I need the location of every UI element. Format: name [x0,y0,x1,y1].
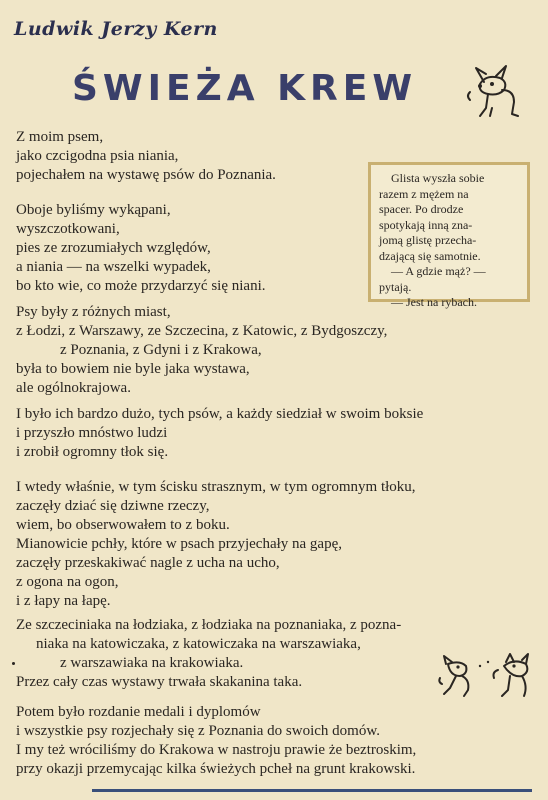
poem-line: i zrobił ogromny tłok się. [16,444,169,460]
poem-line: przy okazji przemycając kilka świeżych pcheł na grunt krakowski. [16,761,416,777]
poem-line: Oboje byliśmy wykąpani, [16,202,171,218]
poem-line: z ogona na ogon, [16,574,119,590]
stanza-5 [16,478,416,611]
box-line: — Jest na rybach. [391,295,477,309]
sidebar-joke-box [368,162,530,309]
box-line: pytają. [379,279,412,294]
box-line: jomą glistę przecha- [379,233,477,247]
poem-line: zaczęły dziać się dziwne rzeczy, [16,498,210,514]
poem-line: ale ogólnokrajowa. [16,380,131,396]
poem-line: Potem było rozdanie medali i dyplomów [16,704,261,720]
poem-line: i z łapy na łapę. [16,593,111,609]
poem-line: Ze szczeciniaka na łodziaka, z łodziaka na poznaniaka, z pozna- [16,617,402,633]
stanza-2 [16,201,266,296]
box-line: razem z mężem na [379,186,469,201]
box-line: Glista wyszła sobie [391,171,485,185]
stanza-7 [16,703,416,779]
poem-line: jako czcigodna psia niania, [16,148,179,164]
poem-line: zaczęły przeskakiwać nagle z ucha na ucho, [16,555,280,571]
poem-line: niaka na katowiczaka, z katowiczaka na warszawiaka, [36,636,361,652]
stanza-1 [16,128,276,185]
stanza-6 [16,616,401,692]
stanza-4 [16,405,423,462]
box-line: dzającą się samotnie. [379,248,481,263]
poem-line: bo kto wie, co może przydarzyć się niani. [16,278,266,294]
poem-line: i przyszło mnóstwo ludzi [16,425,168,441]
poem-line: pies ze zrozumiałych względów, [16,240,211,256]
poem-title: ŚWIEŻA KREW [72,68,418,109]
poem-line: I wtedy właśnie, w tym ścisku strasznym, w tym ogromnym tłoku, [16,479,416,495]
poem-line: I my też wróciliśmy do Krakowa w nastroju prawie że beztroskim, [16,742,417,758]
poem-line: Przez cały czas wystawy trwała skakanina taka. [16,674,303,690]
print-speck [12,662,15,665]
box-line: — A gdzie mąż? — [391,264,486,278]
poem-line: Mianowicie pchły, które w psach przyjechały na gapę, [16,536,342,552]
stanza-3 [16,303,387,398]
box-line: spotykają inną zna- [379,217,473,232]
poem-line: z Poznania, z Gdyni i z Krakowa, [60,342,262,358]
poem-line: a niania — na wszelki wypadek, [16,259,211,275]
poem-line: I było ich bardzo dużo, tych psów, a każdy siedział w swoim boksie [16,406,424,422]
poem-line: pojechałem na wystawę psów do Poznania. [16,167,276,183]
box-line: spacer. Po drodze [379,202,464,216]
poem-line: z warszawiaka na krakowiaka. [60,655,244,671]
two-dogs-icon [436,652,536,700]
poem-line: Z moim psem, [16,129,104,145]
author-name: Ludwik Jerzy Kern [14,18,218,40]
poem-line: i wszystkie psy rozjechały się z Poznania do swoich domów. [16,723,380,739]
poem-line: z Łodzi, z Warszawy, ze Szczecina, z Katowic, z Bydgoszczy, [16,323,388,339]
poem-line: była to bowiem nie byle jaka wystawa, [16,361,250,377]
poem-line: Psy były z różnych miast, [16,304,171,320]
poem-line: wyszczotkowani, [16,221,120,237]
dog-icon [462,62,524,120]
bottom-divider [92,789,532,792]
poem-line: wiem, bo obserwowałem to z boku. [16,517,230,533]
